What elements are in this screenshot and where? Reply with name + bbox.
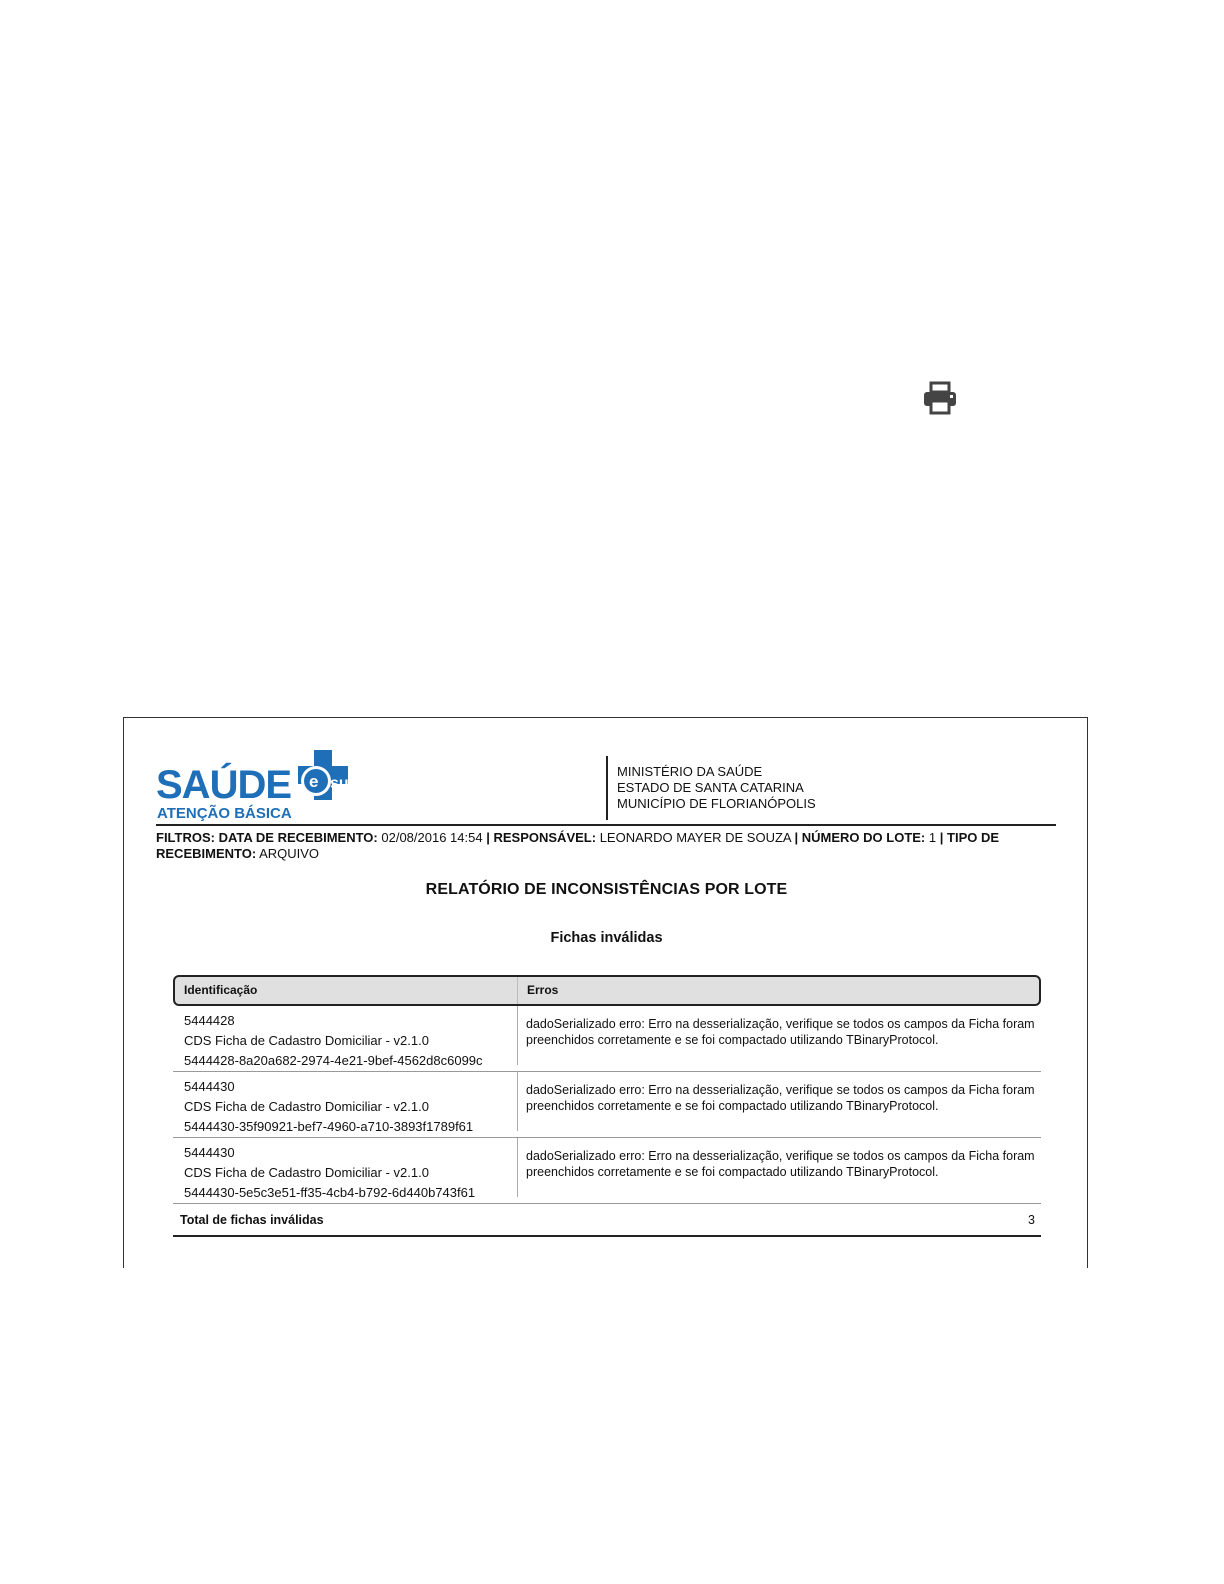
logo-main-text: SAÚDE: [156, 763, 292, 807]
record-id: 5444428: [184, 1013, 235, 1028]
svg-text:e: e: [309, 772, 319, 791]
print-button[interactable]: [920, 378, 960, 418]
total-value: 3: [1028, 1212, 1035, 1227]
filter-date-label: DATA DE RECEBIMENTO:: [218, 830, 378, 845]
logo-badge-text: sus: [330, 775, 358, 792]
record-ficha: CDS Ficha de Cadastro Domiciliar - v2.1.0: [184, 1099, 429, 1114]
table-row: [173, 1006, 1041, 1072]
report-document: [123, 717, 1088, 1268]
gov-state: ESTADO DE SANTA CATARINA: [617, 780, 804, 795]
report-title: RELATÓRIO DE INCONSISTÊNCIAS POR LOTE: [425, 881, 788, 898]
record-id: 5444430: [184, 1145, 235, 1160]
filter-responsavel-label: RESPONSÁVEL:: [493, 830, 597, 845]
cell-erro: dadoSerializado erro: Erro na desserialização, verifique se todos os campos da Ficha foram preenchidos corretamente e se foi compactado utilizando TBinaryProtocol.: [526, 1149, 1035, 1179]
cell-identificacao: [173, 1006, 518, 1068]
record-uuid: 5444430-35f90921-bef7-4960-a710-3893f1789f61: [184, 1119, 474, 1134]
record-id: 5444430: [184, 1079, 235, 1094]
filter-separator: |: [794, 830, 799, 845]
table-row: [173, 1138, 1041, 1204]
invalid-records-table: [173, 975, 1041, 1237]
column-header-erros: Erros: [527, 983, 559, 997]
gov-ministry: MINISTÉRIO DA SAÚDE: [617, 764, 763, 779]
table-total-row: [173, 1204, 1041, 1237]
filter-separator: |: [486, 830, 490, 845]
filter-lote-value: 1: [928, 830, 937, 845]
gov-city: MUNICÍPIO DE FLORIANÓPOLIS: [617, 796, 816, 811]
cell-erro: dadoSerializado erro: Erro na desserialização, verifique se todos os campos da Ficha foram preenchidos corretamente e se foi compactado utilizando TBinaryProtocol.: [526, 1017, 1035, 1047]
record-uuid: 5444430-5e5c3e51-ff35-4cb4-b792-6d440b743f61: [184, 1185, 476, 1200]
filters-summary: [156, 830, 1036, 862]
record-ficha: CDS Ficha de Cadastro Domiciliar - v2.1.0: [184, 1033, 429, 1048]
table-header: [173, 975, 1041, 1006]
government-header: [606, 756, 816, 820]
record-uuid: 5444428-8a20a682-2974-4e21-9bef-4562d8c6099c: [184, 1053, 483, 1068]
total-label: Total de fichas inválidas: [180, 1212, 324, 1227]
filter-date-value: 02/08/2016 14:54: [381, 830, 483, 845]
record-ficha: CDS Ficha de Cadastro Domiciliar - v2.1.0: [184, 1165, 429, 1180]
filter-responsavel-value: LEONARDO MAYER DE SOUZA: [599, 830, 791, 845]
cell-identificacao: [173, 1138, 518, 1200]
filter-tipo-value: ARQUIVO: [259, 846, 320, 861]
section-title: Fichas inválidas: [550, 930, 663, 946]
table-row: [173, 1072, 1041, 1138]
filter-tipo-label: TIPO DE RECEBIMENTO:: [156, 830, 1000, 861]
logo-subtitle-text: ATENÇÃO BÁSICA: [157, 805, 292, 822]
column-header-identificacao: Identificação: [175, 977, 518, 1004]
filter-lote-label: NÚMERO DO LOTE:: [801, 830, 926, 845]
header-divider: [156, 824, 1056, 826]
cell-erro: dadoSerializado erro: Erro na desserialização, verifique se todos os campos da Ficha foram preenchidos corretamente e se foi compactado utilizando TBinaryProtocol.: [526, 1083, 1035, 1113]
printer-icon: [920, 378, 960, 418]
cell-identificacao: [173, 1072, 518, 1134]
filter-separator: |: [939, 830, 944, 845]
esus-logo: [156, 748, 386, 824]
filters-prefix: FILTROS:: [156, 830, 215, 845]
